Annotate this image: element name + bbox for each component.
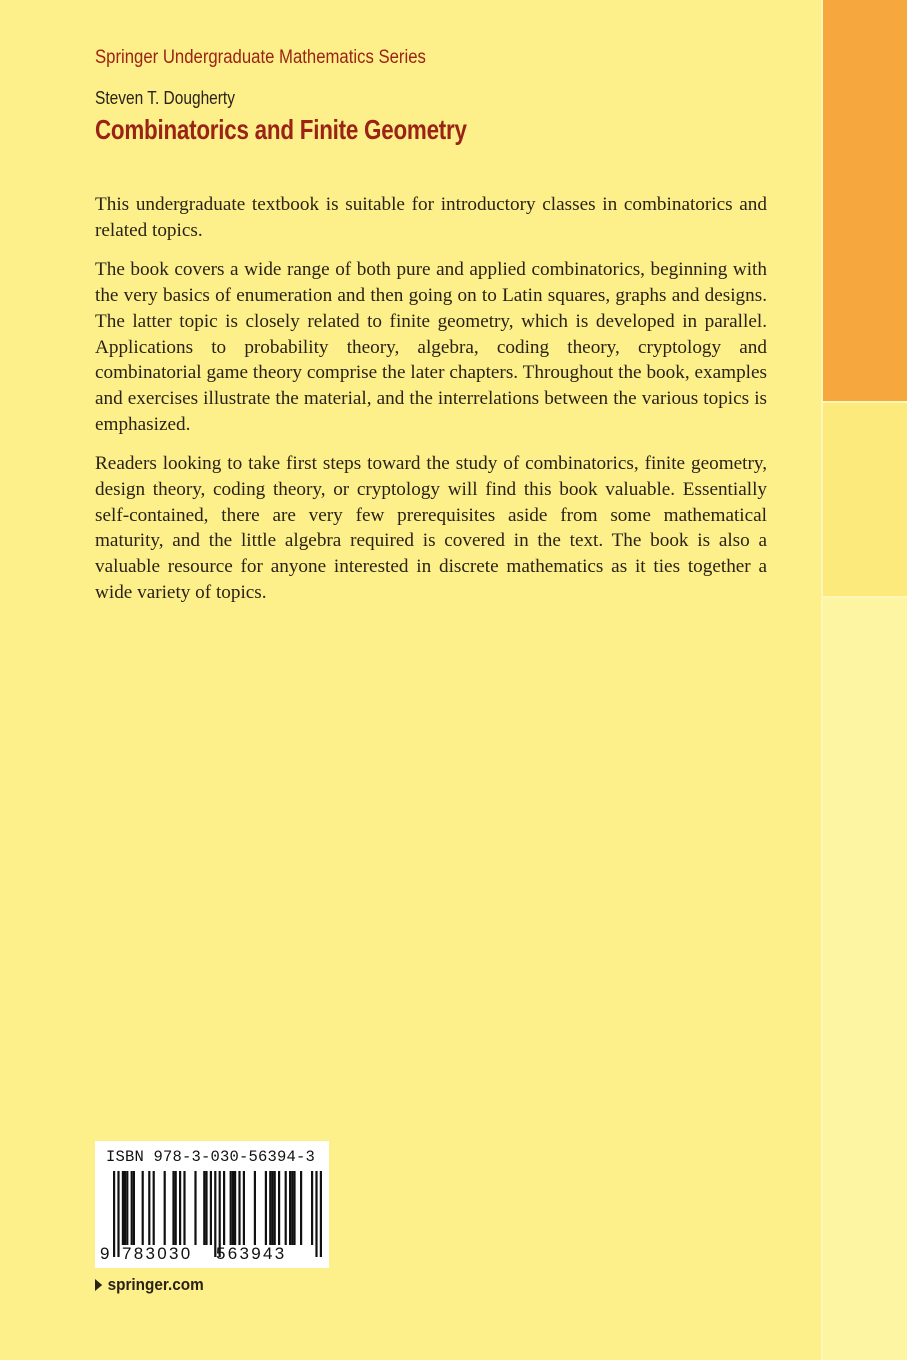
barcode-bar	[124, 1171, 126, 1245]
barcode-bar	[183, 1171, 185, 1245]
barcode-bar	[223, 1171, 225, 1245]
barcode-bar	[285, 1171, 287, 1245]
barcode-bar	[300, 1171, 302, 1245]
barcode-bar	[203, 1171, 205, 1245]
arrow-right-icon	[95, 1279, 102, 1291]
blurb-paragraph: The book covers a wide range of both pure and applied combinatorics, beginning with the very basics of enumeration and then going on to Latin squares, graphs and designs. The latter topic is closely related to finite geometry, which is developed in parallel. Applications to probability theory, algebra, coding theory, cryptology and combinatorial game theory comprise the later chapters. Throughout the book, examples and exercises illustrate the material, and the interrelations between the various topics is emphasized.	[95, 259, 767, 435]
ean-right-digits: 563943	[216, 1244, 287, 1263]
barcode-bar	[271, 1171, 273, 1245]
barcode-bar	[232, 1171, 234, 1245]
barcode-bar	[122, 1171, 124, 1245]
barcode-bar	[148, 1171, 150, 1245]
barcode-bar	[179, 1171, 181, 1245]
barcode-bar	[243, 1171, 245, 1245]
book-title: Combinatorics and Finite Geometry	[95, 114, 467, 145]
pale-side-strip	[823, 598, 907, 1360]
blurb	[95, 192, 767, 620]
barcode-bar	[293, 1171, 295, 1245]
ean-digits	[100, 1244, 326, 1264]
orange-side-strip	[823, 0, 907, 402]
series-name: Springer Undergraduate Mathematics Series	[95, 47, 426, 68]
barcode-bar	[238, 1171, 240, 1245]
blurb-paragraph: Readers looking to take first steps toward the study of combinatorics, finite geometry, design theory, coding theory, or cryptology will find this book valuable. Essentially self-contained, there are very few prerequisites aside from some mathematical maturity, and the little algebra required is covered in the text. The book is also a valuable resource for anyone interested in discrete mathematics as it ties together a wide variety of topics.	[95, 453, 767, 603]
barcode-bar	[278, 1171, 280, 1245]
barcode-bar	[210, 1171, 212, 1245]
barcode-bar	[153, 1171, 155, 1245]
barcode-bar	[131, 1171, 133, 1245]
barcode-bar	[164, 1171, 166, 1245]
barcode-bar	[269, 1171, 271, 1245]
website-text: springer.com	[107, 1275, 204, 1294]
barcode-bar	[142, 1171, 144, 1245]
ean-left-digits: 783030	[122, 1244, 193, 1263]
barcode-bar	[291, 1171, 293, 1245]
barcode-bar	[172, 1171, 174, 1245]
website-link[interactable]	[95, 1275, 204, 1295]
barcode-bar	[175, 1171, 177, 1245]
isbn-label: ISBN 978-3-030-56394-3	[106, 1148, 316, 1166]
barcode-bar	[289, 1171, 291, 1245]
barcode-bar	[194, 1171, 196, 1245]
barcode-bar	[126, 1171, 128, 1245]
barcode-bar	[311, 1171, 313, 1245]
barcode-bar	[230, 1171, 232, 1245]
blurb-paragraph: This undergraduate textbook is suitable for introductory classes in combinatorics and related topics.	[95, 194, 767, 241]
barcode-bar	[265, 1171, 267, 1245]
barcode-bar	[254, 1171, 256, 1245]
ean-first-digit: 9	[100, 1244, 110, 1263]
barcode-bar	[274, 1171, 276, 1245]
barcode-bar	[205, 1171, 207, 1245]
barcode	[95, 1141, 329, 1268]
yellow-side-strip	[823, 403, 907, 596]
barcode-bar	[234, 1171, 236, 1245]
author-name: Steven T. Dougherty	[95, 88, 235, 108]
barcode-bar	[133, 1171, 135, 1245]
